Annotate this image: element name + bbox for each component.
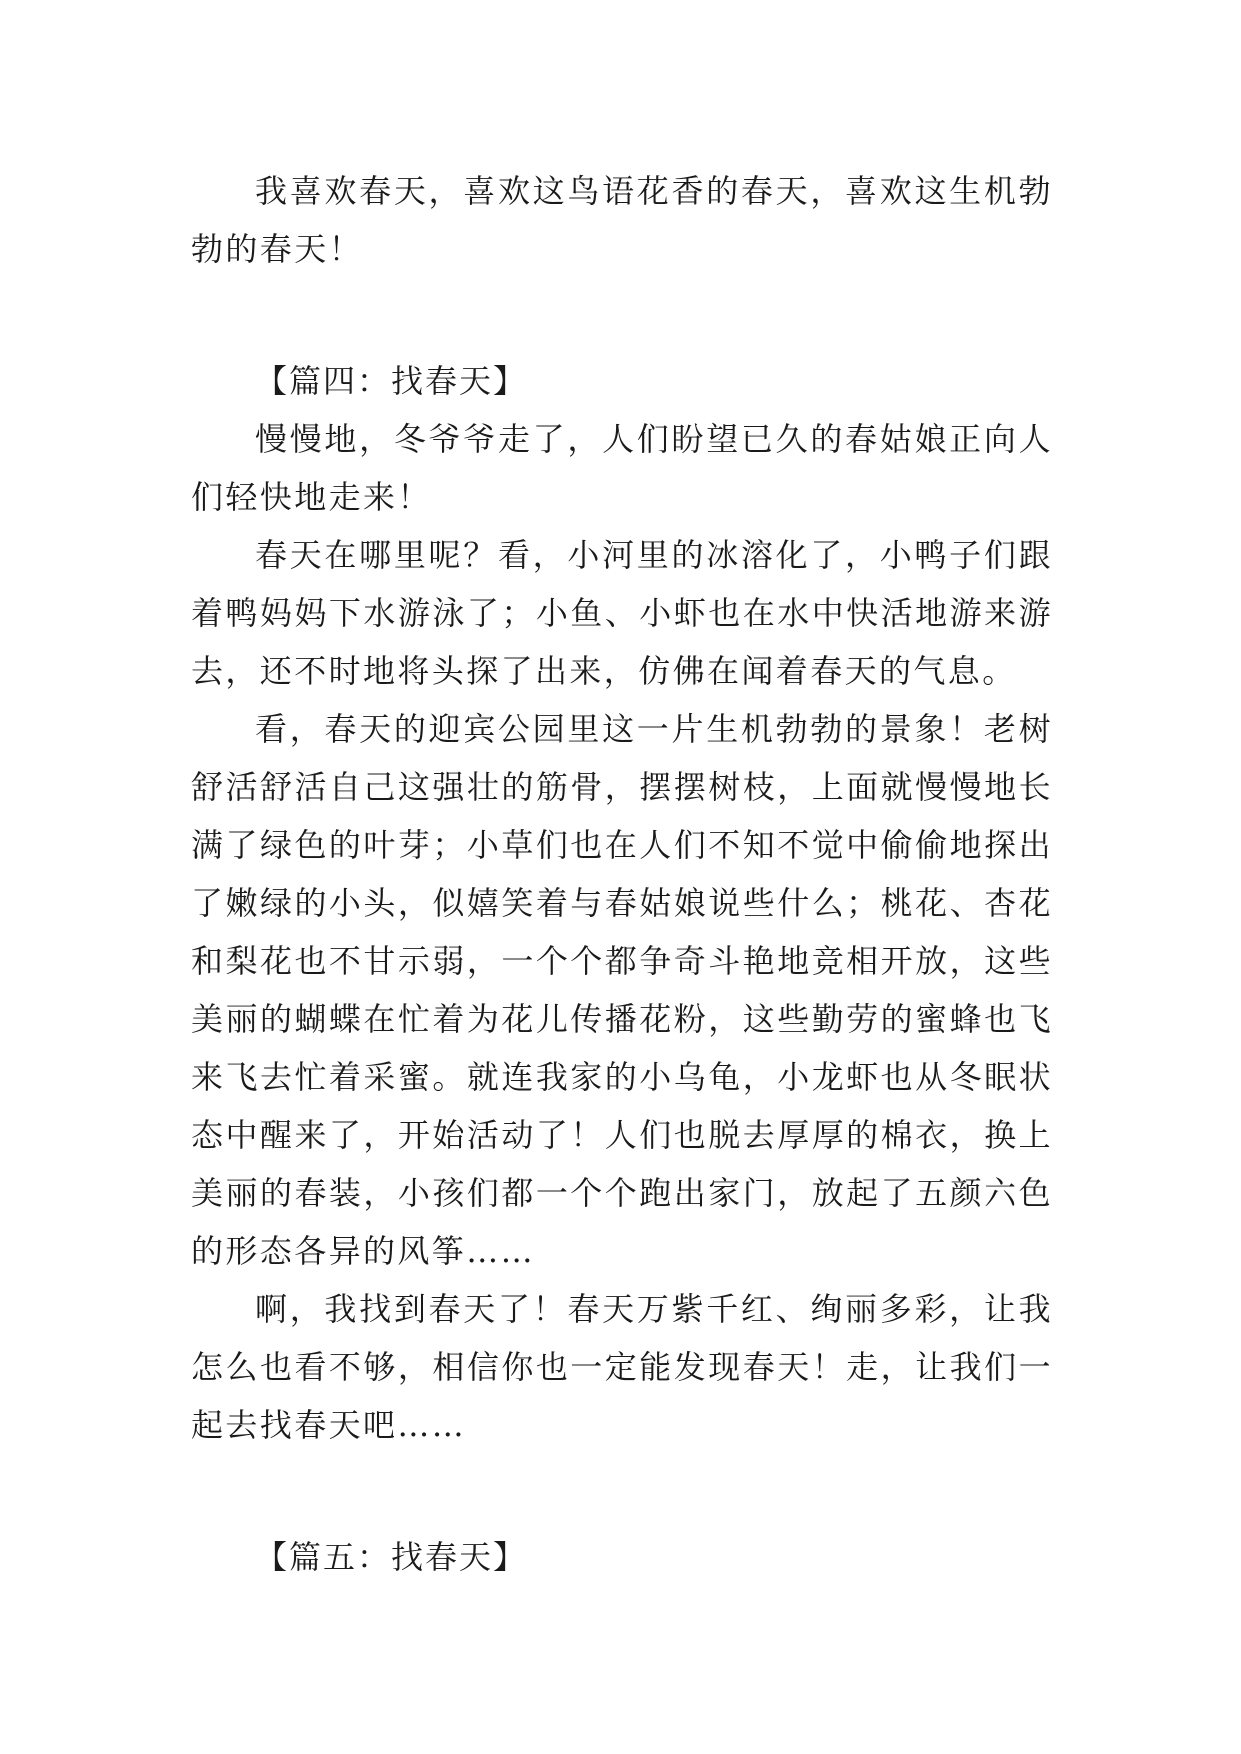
section-four-paragraph-4: 啊，我找到春天了！春天万紫千红、绚丽多彩，让我怎么也看不够，相信你也一定能发现春天！走，让我们一起去找春天吧……	[191, 1290, 1053, 1444]
section-five-title: 【篇五：找春天】	[255, 1538, 528, 1576]
section-spacer	[191, 1454, 1053, 1528]
section-four-title: 【篇四：找春天】	[255, 362, 528, 400]
intro-paragraph: 我喜欢春天，喜欢这鸟语花香的春天，喜欢这生机勃勃的春天！	[191, 172, 1053, 268]
section-four-paragraph-2: 春天在哪里呢？看，小河里的冰溶化了，小鸭子们跟着鸭妈妈下水游泳了；小鱼、小虾也在水中快活地游来游去，还不时地将头探了出来，仿佛在闻着春天的气息。	[191, 536, 1053, 690]
document-body	[191, 162, 1053, 1586]
section-spacer	[191, 278, 1053, 352]
section-four-paragraph-1: 慢慢地，冬爷爷走了，人们盼望已久的春姑娘正向人们轻快地走来！	[191, 420, 1053, 516]
section-four-paragraph-3: 看，春天的迎宾公园里这一片生机勃勃的景象！老树舒活舒活自己这强壮的筋骨，摆摆树枝，上面就慢慢地长满了绿色的叶芽；小草们也在人们不知不觉中偷偷地探出了嫩绿的小头，似嬉笑着与春姑娘说些什么；桃花、杏花和梨花也不甘示弱，一个个都争奇斗艳地竞相开放，这些美丽的蝴蝶在忙着为花儿传播花粉，这些勤劳的蜜蜂也飞来飞去忙着采蜜。就连我家的小乌龟，小龙虾也从冬眠状态中醒来了，开始活动了！人们也脱去厚厚的棉衣，换上美丽的春装，小孩们都一个个跑出家门，放起了五颜六色的形态各异的风筝……	[191, 710, 1053, 1270]
